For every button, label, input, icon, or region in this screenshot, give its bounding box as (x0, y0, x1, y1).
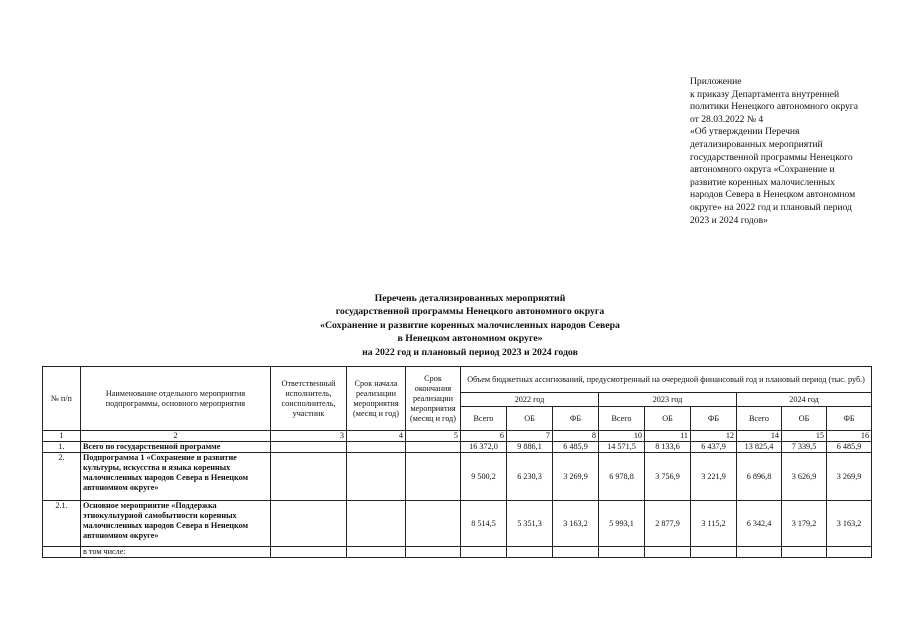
appendix-line: политики Ненецкого автономного округа (690, 101, 858, 113)
value-cell: 13 825,4 (737, 442, 782, 453)
value-cell: 6 437,9 (691, 442, 737, 453)
activities-table (42, 366, 872, 558)
col-number: 10 (599, 431, 645, 442)
col-number: 1 (43, 431, 81, 442)
table-row (43, 453, 872, 501)
value-cell: 3 163,2 (827, 501, 872, 547)
header-year-2022: 2022 год (461, 393, 599, 407)
title-line: государственной программы Ненецкого автономного округа (335, 306, 605, 318)
header-budget: Объем бюджетных ассигнований, предусмотренный на очередной финансовый год и плановый период (тыс. руб.) (461, 367, 872, 393)
header-ob: ОБ (645, 407, 691, 431)
title-line: Перечень детализированных мероприятий (374, 293, 566, 304)
value-cell (782, 547, 827, 558)
row-name: Основное мероприятие «Поддержка этнокультурной самобытности коренных малочисленных народов Севера в Ненецком автономном округе» (81, 501, 271, 547)
value-cell (737, 547, 782, 558)
header-fb: ФБ (691, 407, 737, 431)
header-executor: Ответственный исполнитель, соисполнитель, участник (271, 367, 347, 431)
value-cell: 3 221,9 (691, 453, 737, 501)
row-executor (271, 547, 347, 558)
value-cell: 6 485,9 (553, 442, 599, 453)
row-start (347, 501, 406, 547)
header-end: Срок окончания реализации мероприятия (месяц и год) (406, 367, 461, 431)
header-year-2024: 2024 год (737, 393, 872, 407)
appendix-line: от 28.03.2022 № 4 (690, 113, 764, 125)
col-number: 14 (737, 431, 782, 442)
col-number: 3 (271, 431, 347, 442)
column-number-row (43, 431, 872, 442)
header-total: Всего (461, 407, 507, 431)
col-number: 11 (645, 431, 691, 442)
row-end (406, 442, 461, 453)
value-cell: 9 500,2 (461, 453, 507, 501)
value-cell (461, 547, 507, 558)
row-start (347, 442, 406, 453)
row-num: 1. (43, 442, 81, 453)
value-cell: 3 626,9 (782, 453, 827, 501)
row-num (43, 547, 81, 558)
appendix-line: автономного округа «Сохранение и (690, 164, 835, 176)
value-cell: 6 342,4 (737, 501, 782, 547)
value-cell: 3 115,2 (691, 501, 737, 547)
col-number: 16 (827, 431, 872, 442)
header-year-2023: 2023 год (599, 393, 737, 407)
row-executor (271, 453, 347, 501)
value-cell: 6 896,8 (737, 453, 782, 501)
title-line: в Ненецком автономном округе» (397, 333, 543, 345)
table-row (43, 547, 872, 558)
value-cell: 3 269,9 (827, 453, 872, 501)
col-number: 8 (553, 431, 599, 442)
col-number: 6 (461, 431, 507, 442)
header-fb: ФБ (553, 407, 599, 431)
appendix-line: Приложение (690, 76, 742, 87)
title-line: на 2022 год и плановый период 2023 и 2024 годов (362, 346, 578, 358)
row-end (406, 547, 461, 558)
value-cell: 3 179,2 (782, 501, 827, 547)
value-cell: 16 372,0 (461, 442, 507, 453)
header-ob: ОБ (782, 407, 827, 431)
col-number: 4 (347, 431, 406, 442)
row-end (406, 453, 461, 501)
header-num: № п/п (43, 367, 81, 431)
row-start (347, 453, 406, 501)
appendix-line: к приказу Департамента внутренней (690, 88, 840, 100)
value-cell: 6 485,9 (827, 442, 872, 453)
row-name: в том числе: (81, 547, 271, 558)
header-ob: ОБ (507, 407, 553, 431)
value-cell: 5 993,1 (599, 501, 645, 547)
header-total: Всего (599, 407, 645, 431)
col-number: 2 (81, 431, 271, 442)
appendix-line: народов Севера в Ненецком автономном (690, 189, 856, 201)
row-start (347, 547, 406, 558)
header-start: Срок начала реализации мероприятия (месяц и год) (347, 367, 406, 431)
row-executor (271, 442, 347, 453)
value-cell (691, 547, 737, 558)
header-name: Наименование отдельного мероприятия подпрограммы, основного мероприятия (81, 367, 271, 431)
value-cell (553, 547, 599, 558)
value-cell: 7 339,5 (782, 442, 827, 453)
col-number: 15 (782, 431, 827, 442)
value-cell (827, 547, 872, 558)
value-cell: 8 514,5 (461, 501, 507, 547)
row-num: 2. (43, 453, 81, 501)
value-cell: 3 756,9 (645, 453, 691, 501)
value-cell: 6 230,3 (507, 453, 553, 501)
col-number: 12 (691, 431, 737, 442)
appendix-line: государственной программы Ненецкого (690, 151, 853, 163)
col-number: 5 (406, 431, 461, 442)
value-cell: 14 571,5 (599, 442, 645, 453)
header-total: Всего (737, 407, 782, 431)
value-cell (599, 547, 645, 558)
table-row (43, 501, 872, 547)
appendix-line: «Об утверждении Перечня (690, 126, 800, 138)
value-cell: 2 877,9 (645, 501, 691, 547)
row-num: 2.1. (43, 501, 81, 547)
value-cell (507, 547, 553, 558)
appendix-line: 2023 и 2024 годов» (690, 214, 768, 226)
appendix-block (690, 76, 895, 227)
value-cell: 8 133,6 (645, 442, 691, 453)
appendix-line: округе» на 2022 год и плановый период (690, 201, 852, 213)
value-cell (645, 547, 691, 558)
table-row (43, 442, 872, 453)
value-cell: 9 886,1 (507, 442, 553, 453)
appendix-line: развитие коренных малочисленных (690, 176, 835, 188)
title-line: «Сохранение и развитие коренных малочисленных народов Севера (320, 319, 620, 331)
value-cell: 5 351,3 (507, 501, 553, 547)
value-cell: 3 269,9 (553, 453, 599, 501)
value-cell: 3 163,2 (553, 501, 599, 547)
row-name: Всего по государственной программе (81, 442, 271, 453)
header-fb: ФБ (827, 407, 872, 431)
appendix-line: детализированных мероприятий (690, 138, 823, 150)
row-end (406, 501, 461, 547)
value-cell: 6 978,8 (599, 453, 645, 501)
row-name: Подпрограмма 1 «Сохранение и развитие культуры, искусства и языка коренных малочисленных народов Севера в Ненецком автономном округе» (81, 453, 271, 501)
row-executor (271, 501, 347, 547)
document-title (40, 292, 900, 359)
col-number: 7 (507, 431, 553, 442)
